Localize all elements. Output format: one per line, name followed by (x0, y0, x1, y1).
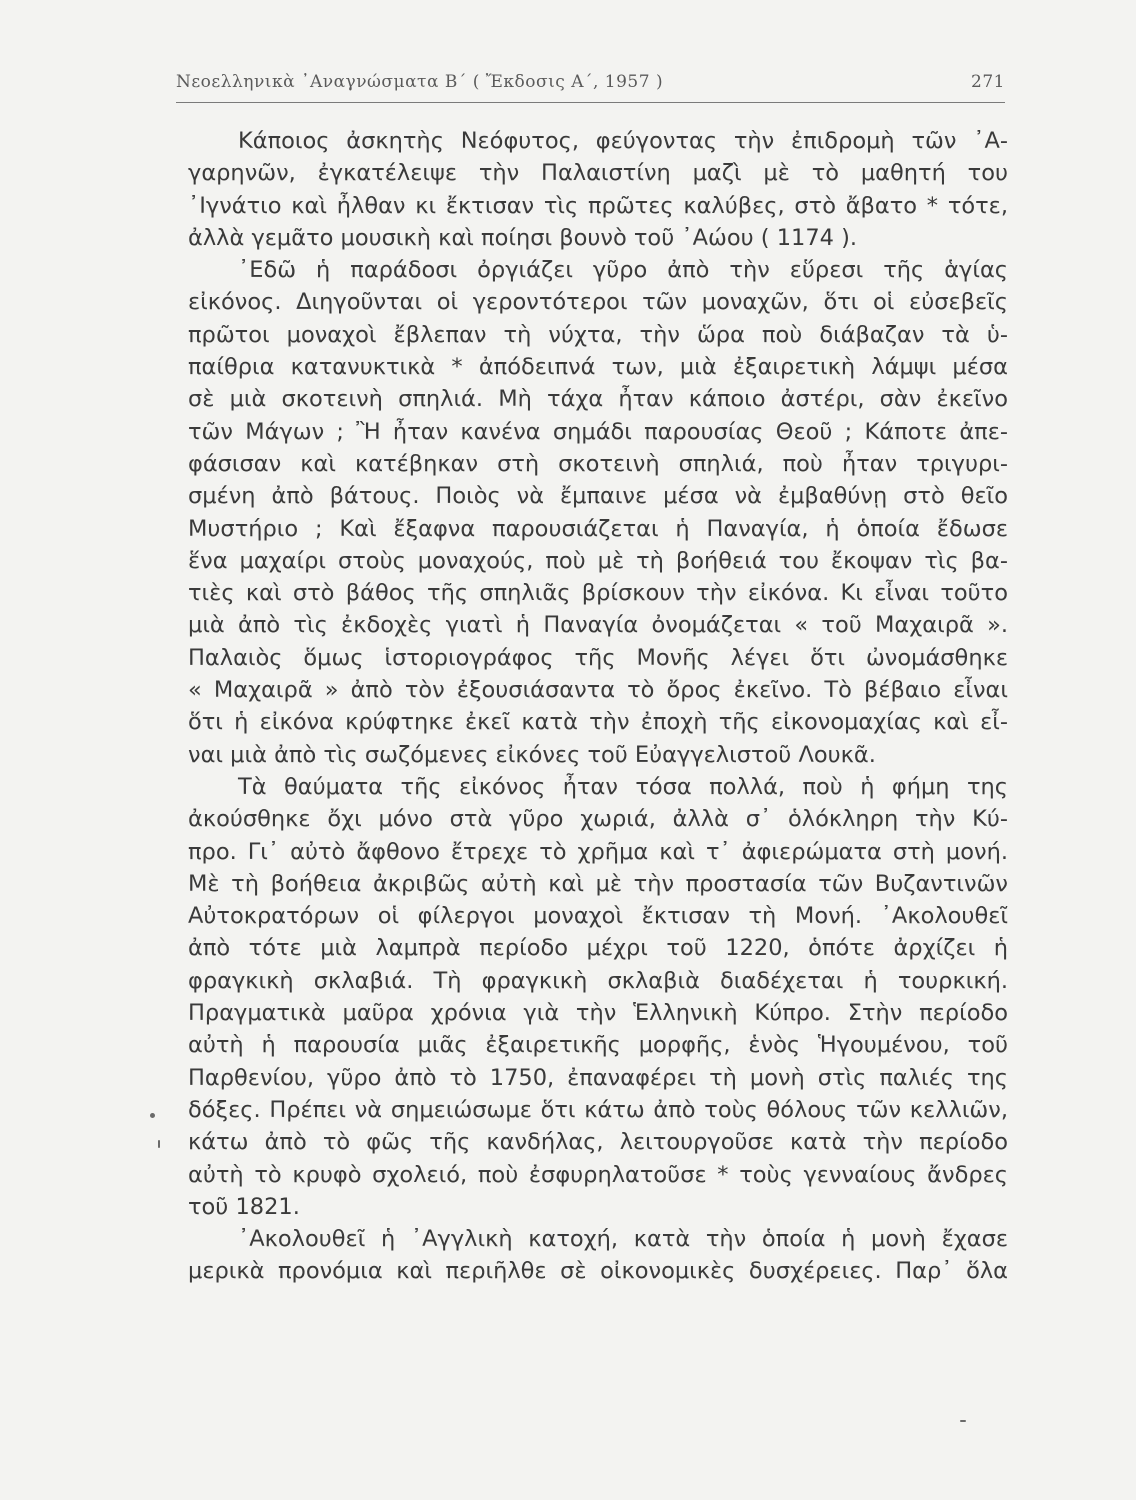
text-line: ἀπὸ τότε μιὰ λαμπρὰ περίοδο μέχρι τοῦ 1220, ὁπότε ἀρχίζει ἡ (188, 935, 1008, 962)
running-header (176, 66, 1005, 100)
text-line: κάτω ἀπὸ τὸ φῶς τῆς κανδήλας, λειτουργοῦσε κατὰ τὴν περίοδο (188, 1129, 1008, 1156)
text-line: Παρθενίου, γῦρο ἀπὸ τὸ 1750, ἐπαναφέρει τὴ μονὴ στὶς παλιές της (188, 1064, 1008, 1091)
running-title: Νεοελληνικὰ ᾿Αναγνώσματα Β΄ ( Ἔκδοσις Α΄, 1957 ) (176, 72, 664, 92)
text-line: σμένη ἀπὸ βάτους. Ποιὸς νὰ ἔμπαινε μέσα νὰ ἐμβαθύνῃ στὸ θεῖο (188, 483, 1008, 510)
text-line: αὐτὴ τὸ κρυφὸ σχολειό, ποὺ ἐσφυρηλατοῦσε * τοὺς γενναίους ἄνδρες (188, 1161, 1008, 1188)
text-line: φραγκικὴ σκλαβιά. Τὴ φραγκικὴ σκλαβιὰ διαδέχεται ἡ τουρκική. (188, 967, 1008, 994)
text-line: Τὰ θαύματα τῆς εἰκόνος ἦταν τόσα πολλά, ποὺ ἡ φήμη της (238, 773, 1008, 800)
scan-speck (158, 1140, 160, 1148)
text-line: τιὲς καὶ στὸ βάθος τῆς σπηλιᾶς βρίσκουν τὴν εἰκόνα. Κι εἶναι τοῦτο (188, 580, 1008, 607)
text-line: ᾿Ιγνάτιο καὶ ἦλθαν κι ἔκτισαν τὶς πρῶτες καλύβες, στὸ ἄβατο * τότε, (188, 192, 1008, 219)
text-line: δόξες. Πρέπει νὰ σημειώσωμε ὅτι κάτω ἀπὸ τοὺς θόλους τῶν κελλιῶν, (188, 1096, 1008, 1123)
text-line: ὅτι ἡ εἰκόνα κρύφτηκε ἐκεῖ κατὰ τὴν ἐποχὴ τῆς εἰκονομαχίας καὶ εἶ- (188, 709, 1008, 736)
text-line: ἀλλὰ γεμᾶτο μουσικὴ καὶ ποίησι βουνὸ τοῦ ᾿Αώου ( 1174 ). (188, 224, 858, 251)
text-line: πρῶτοι μοναχοὶ ἔβλεπαν τὴ νύχτα, τὴν ὥρα ποὺ διάβαζαν τὰ ὑ- (188, 321, 1008, 348)
text-line: γαρηνῶν, ἐγκατέλειψε τὴν Παλαιστίνη μαζὶ μὲ τὸ μαθητή του (188, 160, 1008, 187)
text-line: αὐτὴ ἡ παρουσία μιᾶς ἐξαιρετικῆς μορφῆς, ἑνὸς Ἡγουμένου, τοῦ (188, 1032, 1008, 1059)
text-line: Αὐτοκρατόρων οἱ φίλεργοι μοναχοὶ ἔκτισαν τὴ Μονή. ᾿Ακολουθεῖ (188, 903, 1008, 930)
text-line: ἀκούσθηκε ὄχι μόνο στὰ γῦρο χωριά, ἀλλὰ σ᾿ ὁλόκληρη τὴν Κύ- (188, 806, 1008, 833)
text-line: φάσισαν καὶ κατέβηκαν στὴ σκοτεινὴ σπηλιά, ποὺ ἦταν τριγυρι- (188, 450, 1008, 477)
text-line: ᾿Εδῶ ἡ παράδοσι ὀργιάζει γῦρο ἀπὸ τὴν εὕρεσι τῆς ἁγίας (238, 257, 1008, 284)
text-line: εἰκόνος. Διηγοῦνται οἱ γεροντότεροι τῶν μοναχῶν, ὅτι οἱ εὐσεβεῖς (188, 289, 1008, 316)
text-line: ναι μιὰ ἀπὸ τὶς σωζόμενες εἰκόνες τοῦ Εὐαγγελιστοῦ Λουκᾶ. (188, 741, 876, 768)
text-line: μιὰ ἀπὸ τὶς ἐκδοχὲς γιατὶ ἡ Παναγία ὀνομάζεται « τοῦ Μαχαιρᾶ ». (188, 612, 1008, 639)
text-line: Πραγματικὰ μαῦρα χρόνια γιὰ τὴν Ἑλληνικὴ Κύπρο. Στὴν περίοδο (188, 1000, 1008, 1027)
text-line: ἕνα μαχαίρι στοὺς μοναχούς, ποὺ μὲ τὴ βοήθειά του ἔκοψαν τὶς βα- (188, 547, 1008, 574)
text-line: « Μαχαιρᾶ » ἀπὸ τὸν ἐξουσιάσαντα τὸ ὄρος ἐκεῖνο. Τὸ βέβαιο εἶναι (188, 677, 1008, 704)
text-line: ᾿Ακολουθεῖ ἡ ᾿Αγγλικὴ κατοχή, κατὰ τὴν ὁποία ἡ μονὴ ἔχασε (238, 1226, 1008, 1253)
scan-speck (150, 1113, 155, 1118)
text-line: Μυστήριο ; Καὶ ἔξαφνα παρουσιάζεται ἡ Παναγία, ἡ ὁποία ἔδωσε (188, 515, 1008, 542)
text-line: Μὲ τὴ βοήθεια ἀκριβῶς αὐτὴ καὶ μὲ τὴν προστασία τῶν Βυζαντινῶν (188, 870, 1008, 897)
page-number: 271 (971, 72, 1005, 92)
body-text (188, 125, 1008, 1288)
text-line: Κάποιος ἀσκητὴς Νεόφυτος, φεύγοντας τὴν ἐπιδρομὴ τῶν ᾿Α- (238, 128, 1008, 154)
text-line: σὲ μιὰ σκοτεινὴ σπηλιά. Μὴ τάχα ἦταν κάποιο ἀστέρι, σὰν ἐκεῖνο (188, 386, 1008, 413)
text-line: τοῦ 1821. (188, 1193, 300, 1220)
text-line: Παλαιὸς ὅμως ἱστοριογράφος τῆς Μονῆς λέγει ὅτι ὠνομάσθηκε (188, 644, 1008, 671)
text-line: παίθρια κατανυκτικὰ * ἀπόδειπνά των, μιὰ ἐξαιρετικὴ λάμψι μέσα (188, 354, 1008, 381)
scan-speck (960, 1420, 966, 1422)
header-rule (176, 102, 1005, 103)
text-line: τῶν Μάγων ; Ἢ ἦταν κανένα σημάδι παρουσίας Θεοῦ ; Κάποτε ἀπε- (188, 418, 1008, 445)
text-line: προ. Γι᾿ αὐτὸ ἄφθονο ἔτρεχε τὸ χρῆμα καὶ τ᾿ ἀφιερώματα στὴ μονή. (188, 838, 1008, 865)
text-line: μερικὰ προνόμια καὶ περιῆλθε σὲ οἰκονομικὲς δυσχέρειες. Παρ᾿ ὅλα (188, 1258, 1008, 1285)
